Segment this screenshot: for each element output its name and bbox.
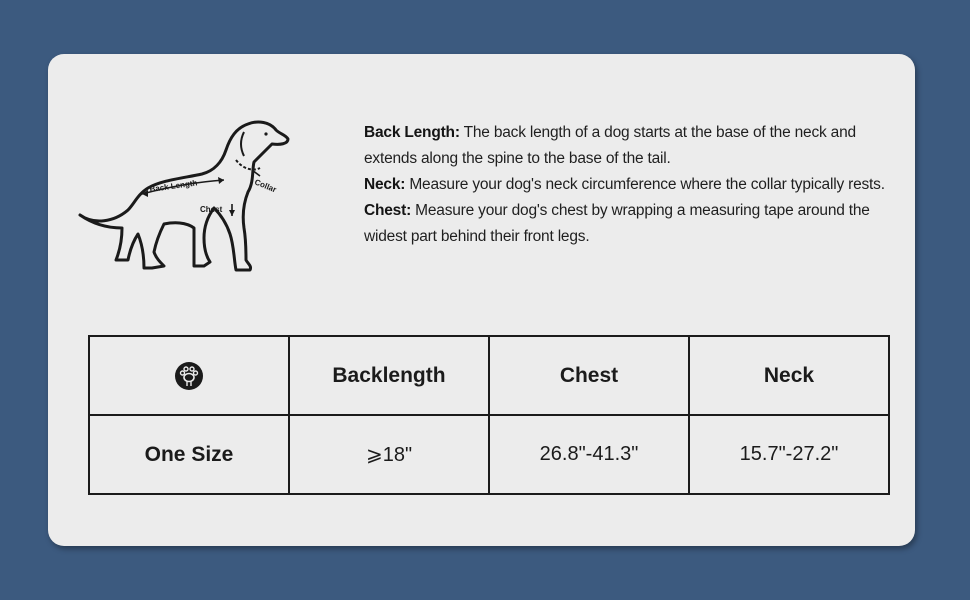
dog-outline-icon bbox=[76, 110, 296, 280]
collar-label: Collar bbox=[253, 177, 278, 195]
description-text: The back length of a dog starts at the base of the neck and extends along the spine to the base of the tail. bbox=[364, 124, 856, 167]
header-backlength: Backlength bbox=[289, 336, 489, 415]
paw-icon bbox=[174, 361, 204, 391]
row-label: One Size bbox=[89, 415, 289, 494]
chest-label: Chest bbox=[200, 205, 223, 214]
table-header-row bbox=[89, 336, 889, 415]
size-guide-card bbox=[48, 54, 915, 546]
description-back-length bbox=[364, 120, 909, 172]
measurement-descriptions bbox=[364, 120, 909, 250]
description-text: Measure your dog's chest by wrapping a measuring tape around the widest part behind their front legs. bbox=[364, 202, 870, 245]
cell-backlength: ⩾18" bbox=[289, 415, 489, 494]
header-icon-cell bbox=[89, 336, 289, 415]
dog-measurement-diagram bbox=[76, 110, 296, 280]
description-term: Neck: bbox=[364, 176, 406, 193]
description-neck bbox=[364, 172, 909, 198]
cell-chest: 26.8"-41.3" bbox=[489, 415, 689, 494]
description-term: Back Length: bbox=[364, 124, 460, 141]
header-neck: Neck bbox=[689, 336, 889, 415]
table-row bbox=[89, 415, 889, 494]
description-term: Chest: bbox=[364, 202, 412, 219]
description-text: Measure your dog's neck circumference where the collar typically rests. bbox=[409, 176, 885, 193]
cell-neck: 15.7"-27.2" bbox=[689, 415, 889, 494]
size-table bbox=[88, 335, 890, 495]
header-chest: Chest bbox=[489, 336, 689, 415]
description-chest bbox=[364, 198, 909, 250]
back-length-label: Back Length bbox=[149, 178, 198, 194]
